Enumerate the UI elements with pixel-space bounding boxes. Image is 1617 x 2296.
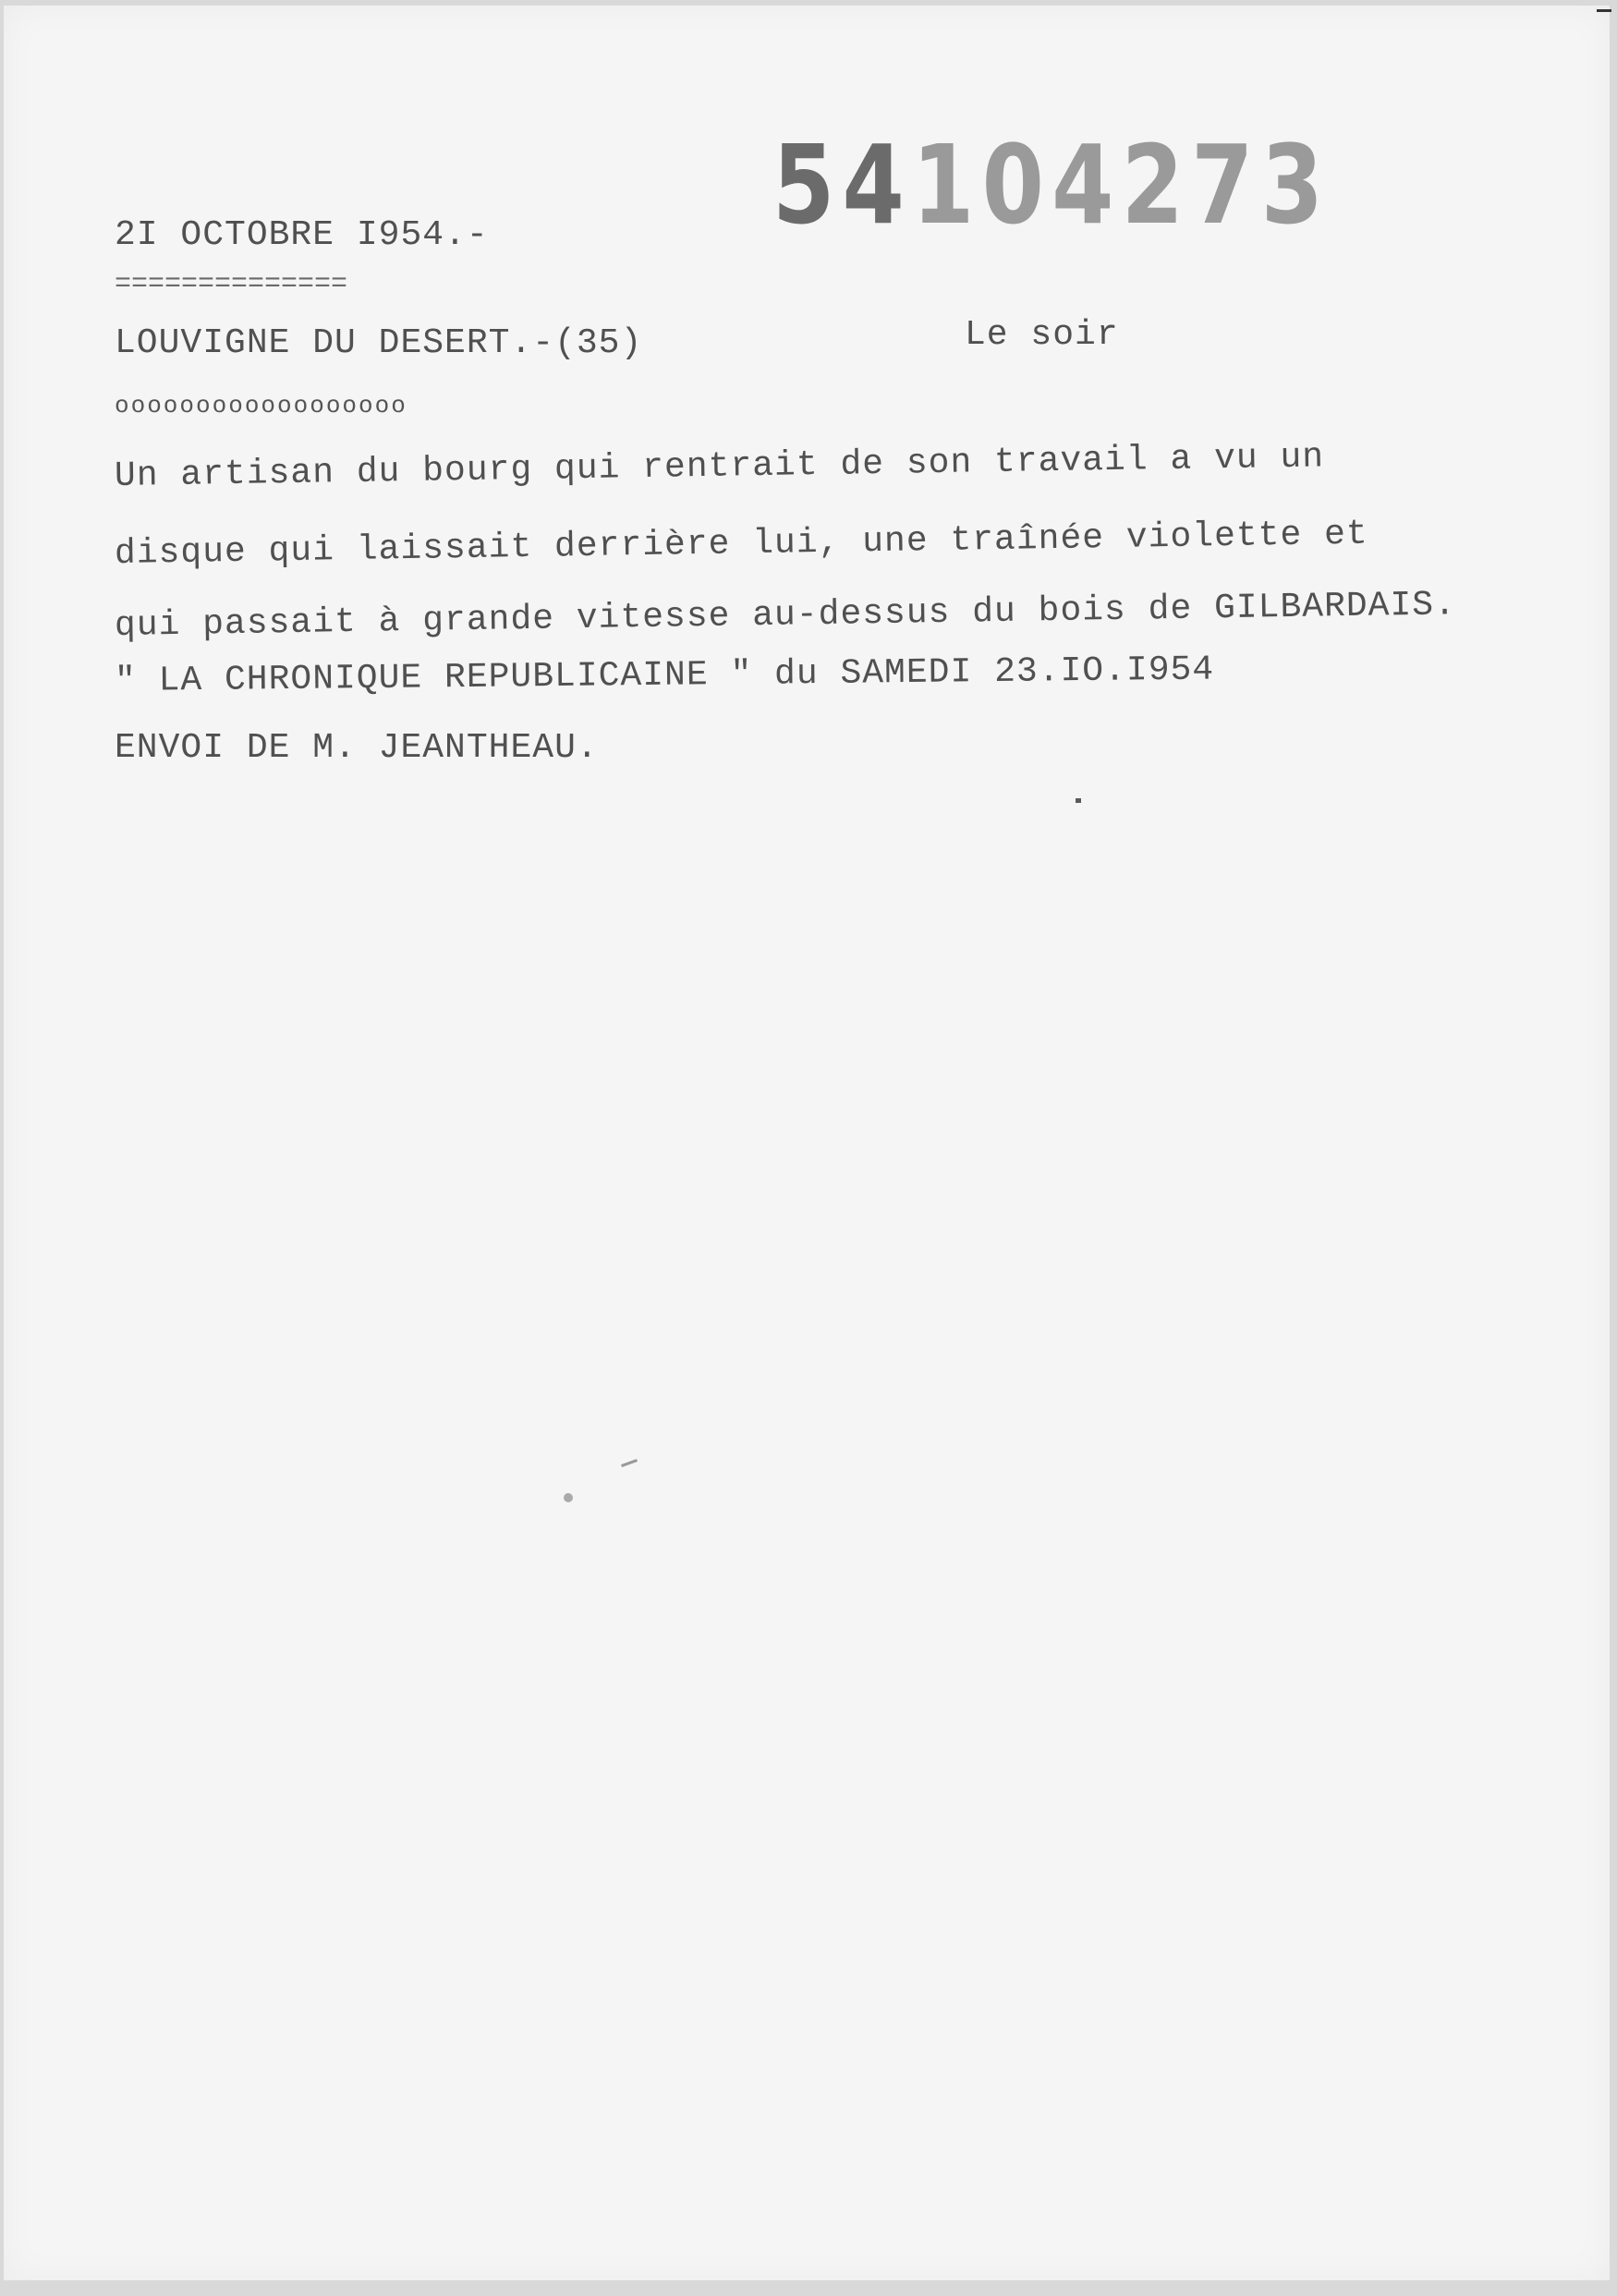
paper-mark	[621, 1459, 638, 1467]
location-heading: LOUVIGNE DU DESERT.-(35)	[115, 323, 643, 363]
body-line-1: Un artisan du bourg qui rentrait de son travail a vu un	[114, 437, 1325, 496]
time-of-day-note: Le soir	[965, 315, 1119, 355]
ink-dot	[1076, 798, 1081, 803]
body-line-2: disque qui laissait derrière lui, une traînée violette et	[114, 514, 1368, 574]
stamp-number-dark: 54	[772, 121, 913, 249]
document-page	[4, 6, 1610, 2280]
body-line-3: qui passait à grande vitesse au-dessus du bois de GILBARDAIS.	[114, 585, 1457, 646]
newspaper-source: " LA CHRONIQUE REPUBLICAINE " du SAMEDI 23.IO.I954	[114, 650, 1215, 701]
archive-number-stamp	[772, 121, 1331, 249]
date-underline: ==============	[115, 269, 348, 300]
edge-mark	[1597, 9, 1611, 12]
report-date: 2I OCTOBRE I954.-	[115, 215, 489, 255]
location-underline: oooooooooooooooooo	[115, 392, 407, 419]
paper-speck	[564, 1493, 573, 1502]
stamp-number-faint: 104273	[912, 121, 1331, 249]
sender-line: ENVOI DE M. JEANTHEAU.	[115, 728, 599, 768]
